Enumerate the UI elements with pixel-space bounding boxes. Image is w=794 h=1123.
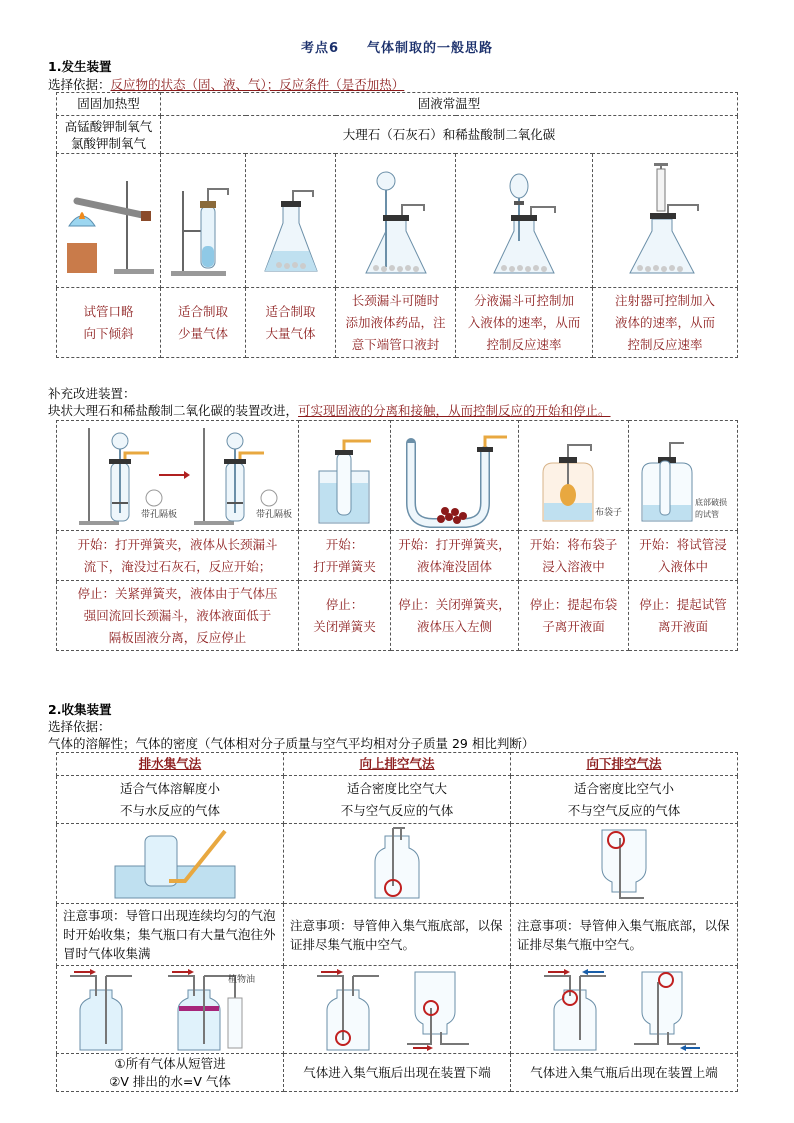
apparatus-cloth-bag: [519, 421, 629, 531]
example-kmno4: 高锰酸钾制氧气: [64, 118, 153, 134]
note-upward: 注意事项：导管伸入集气瓶底部，以保证排尽集气瓶中空气。: [284, 904, 511, 966]
stop-4: [519, 581, 629, 651]
apparatus-u-tube: [391, 421, 519, 531]
suit-line: 不与水反应的气体: [119, 802, 220, 818]
stop-2: [299, 581, 391, 651]
suit-water: [57, 776, 284, 824]
start-5: [629, 531, 738, 581]
apparatus-upward-bottle: [284, 824, 511, 904]
section-2-basis: 选择依据：: [48, 719, 111, 734]
label-line: 添加液体药品，注: [345, 314, 446, 330]
stop-3: [391, 581, 519, 651]
basis-red: 反应物的状态（固、液、气）；反应条件（是否加热）: [110, 77, 405, 92]
apparatus-test-tube: [161, 154, 246, 288]
start-line: 液体淹没固体: [416, 558, 492, 574]
start-line: 打开弹簧夹: [313, 558, 376, 574]
bottom-line: ②V 排出的水=V 气体: [109, 1073, 231, 1089]
apparatus-syringe: [593, 154, 738, 288]
start-line: 入液体中: [657, 558, 708, 574]
suit-line: 适合密度比空气大: [346, 780, 447, 796]
label-line: 意下端管口液封: [351, 336, 440, 352]
apparatus-gas-bottles-upward: [284, 966, 511, 1054]
label-line: 注射器可控制加入: [614, 292, 715, 308]
desc-prefix: 块状大理石和稀盐酸制二氧化碳的装置改进，: [48, 403, 299, 418]
apparatus-gas-bottles-water: [57, 966, 284, 1054]
example-kclo3: 氯酸钾制氧气: [70, 135, 146, 151]
label-flask: [246, 288, 336, 358]
method-water: [57, 753, 284, 776]
label-long-funnel: [336, 288, 456, 358]
label-line: 适合制取: [177, 303, 228, 319]
label-line: 少量气体: [177, 325, 228, 341]
suit-line: 不与空气反应的气体: [340, 802, 454, 818]
section-1-basis: [48, 75, 404, 93]
section-2-heading: 2.收集装置: [48, 702, 112, 717]
apparatus-gas-bottles-downward: [511, 966, 738, 1054]
label-line: 向下倾斜: [83, 325, 134, 341]
suit-upward: [284, 776, 511, 824]
label-line: 试管口略: [83, 303, 134, 319]
bottom-upward: 气体进入集气瓶后出现在装置下端: [284, 1054, 511, 1092]
label-test-tube: [161, 288, 246, 358]
note-water: 注意事项：导管口出现连续均匀的气泡时开始收集；集气瓶口有大量气泡往外冒时气体收集满: [57, 904, 284, 966]
stop-1: [57, 581, 299, 651]
method-label: 排水集气法: [138, 756, 202, 771]
label-line: 适合制取: [265, 303, 316, 319]
basis-prefix: 选择依据：: [48, 77, 111, 92]
section-2-basis-2: 气体的溶解性；气体的密度（气体相对分子质量与空气平均相对分子质量 29 相比判断）: [48, 736, 535, 751]
page-title: 考点6 气体制取的一般思路: [300, 41, 494, 56]
apparatus-porous-plate: [57, 421, 299, 531]
label-line: 控制反应速率: [627, 336, 703, 352]
suit-line: 适合密度比空气小: [573, 780, 674, 796]
start-line: 浸入溶液中: [542, 558, 605, 574]
oil-label: 植物油: [228, 974, 256, 985]
stop-5: [629, 581, 738, 651]
label-line: 入液体的速率，从而: [467, 314, 581, 330]
plate-label-1: 带孔隔板: [140, 509, 177, 520]
apparatus-long-funnel: [336, 154, 456, 288]
apparatus-conical-flask: [246, 154, 336, 288]
apparatus-beaker-tube: [299, 421, 391, 531]
apparatus-broken-tube: [629, 421, 738, 531]
stop-line: 液体压入左侧: [416, 618, 492, 634]
bag-label: 布袋子: [594, 507, 622, 518]
label-line: 液体的速率，从而: [614, 314, 715, 330]
stop-line: 停止：: [325, 596, 364, 612]
apparatus-separatory-funnel: [456, 154, 593, 288]
stop-line: 强回流回长颈漏斗，液体液面低于: [83, 607, 272, 623]
label-line: 长颈漏斗可随时: [351, 292, 440, 308]
stop-line: 离开液面: [657, 618, 708, 634]
start-line: 开始：将布袋子: [529, 536, 618, 552]
tube-label-1: 底部破损: [695, 497, 727, 507]
start-2: [299, 531, 391, 581]
suit-line: 适合气体溶解度小: [119, 780, 220, 796]
bottom-line: ①所有气体从短管进: [114, 1055, 226, 1071]
section-1-heading: 1.发生装置: [48, 59, 112, 74]
plate-label-2: 带孔隔板: [255, 509, 292, 520]
type-solid-liquid: 固液常温型: [161, 93, 738, 116]
method-label: 向下排空气法: [586, 756, 662, 771]
improved-table: [56, 420, 738, 651]
suit-line: 不与空气反应的气体: [567, 802, 681, 818]
liquid-example: 大理石（石灰石）和稀盐酸制二氧化碳: [161, 116, 738, 154]
type-solid-heating: 固固加热型: [57, 93, 161, 116]
supplement-desc: [48, 401, 611, 419]
stop-line: 停止：关紧弹簧夹，液体由于气体压: [77, 585, 278, 601]
label-line: 分液漏斗可控制加: [473, 292, 574, 308]
apparatus-heating-tube: [57, 154, 161, 288]
stop-line: 停止：提起布袋: [529, 596, 618, 612]
generator-table: [56, 92, 738, 358]
start-line: 开始：将试管浸: [639, 536, 727, 552]
apparatus-water-trough: [57, 824, 284, 904]
supplement-heading: 补充改进装置：: [48, 386, 136, 401]
label-line: 控制反应速率: [486, 336, 562, 352]
apparatus-downward-bottle: [511, 824, 738, 904]
stop-line: 停止：关闭弹簧夹，: [398, 596, 511, 612]
suit-downward: [511, 776, 738, 824]
tube-label-2: 的试管: [695, 509, 719, 519]
bottom-downward: 气体进入集气瓶后出现在装置上端: [511, 1054, 738, 1092]
solid-examples: [57, 116, 161, 154]
method-upward: [284, 753, 511, 776]
stop-line: 隔板固液分离，反应停止: [108, 629, 247, 645]
bottom-water: [57, 1054, 284, 1092]
start-line: 开始：打开弹簧夹，: [398, 536, 511, 552]
label-sep-funnel: [456, 288, 593, 358]
stop-line: 停止：提起试管: [639, 596, 727, 612]
start-4: [519, 531, 629, 581]
start-1: [57, 531, 299, 581]
label-syringe: [593, 288, 738, 358]
method-downward: [511, 753, 738, 776]
stop-line: 关闭弹簧夹: [313, 618, 376, 634]
start-3: [391, 531, 519, 581]
stop-line: 子离开液面: [542, 618, 605, 634]
desc-red: 可实现固液的分离和接触，从而控制反应的开始和停止。: [298, 403, 611, 418]
method-label: 向上排空气法: [359, 756, 435, 771]
collection-table: [56, 752, 738, 1092]
note-downward: 注意事项：导管伸入集气瓶底部，以保证排尽集气瓶中空气。: [511, 904, 738, 966]
start-line: 开始：: [325, 536, 364, 552]
label-heating: [57, 288, 161, 358]
start-line: 流下，淹没过石灰石，反应开始；: [83, 558, 272, 574]
start-line: 开始：打开弹簧夹，液体从长颈漏斗: [77, 536, 278, 552]
label-line: 大量气体: [265, 325, 316, 341]
